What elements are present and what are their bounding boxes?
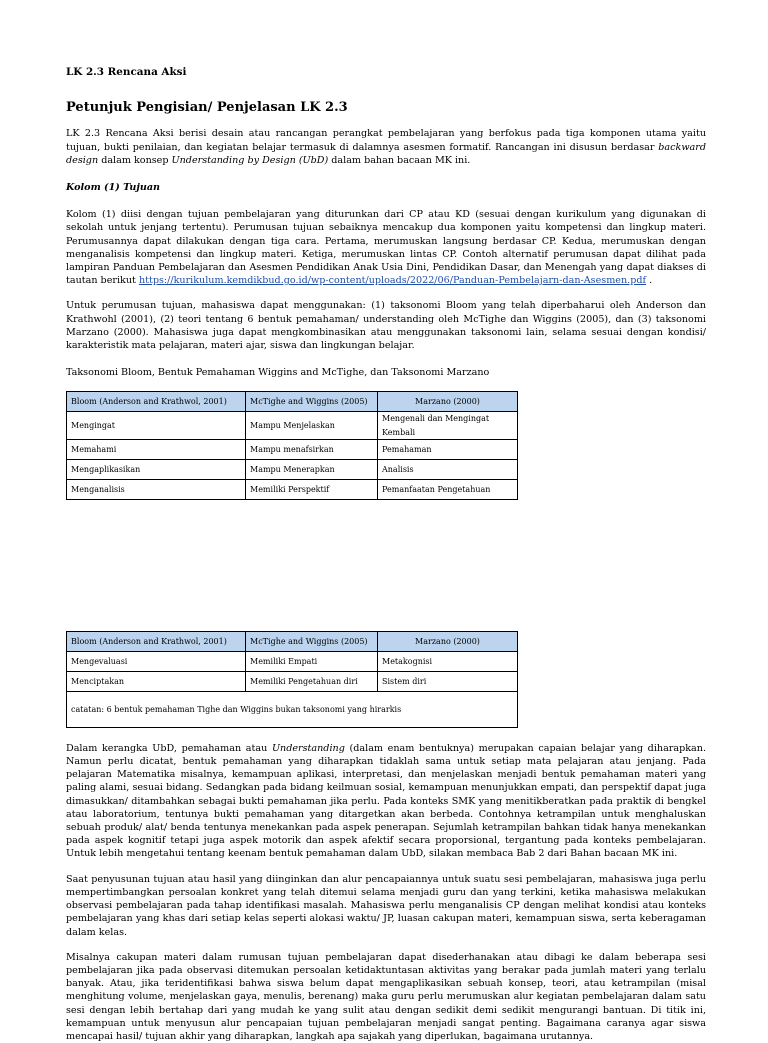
table-note: catatan: 6 bentuk pemahaman Tighe dan Wiggins bukan taksonomi yang hirarkis <box>67 691 518 727</box>
header-mctighe: McTighe and Wiggins (2005) <box>246 392 378 412</box>
table-cell: Memiliki Empati <box>246 651 378 671</box>
table-cell: Analisis <box>378 459 518 479</box>
header-marzano: Marzano (2000) <box>378 392 518 412</box>
kolom-paragraph: Kolom (1) diisi dengan tujuan pembelajaran yang diturunkan dari CP atau KD (sesuai dengan kurikulum yang digunakan di sekolah untuk jenjang tertentu). Perumusan tujuan sebaiknya mencakup dua komponen yaitu kompetensi dan lingkup materi. Perumusannya dapat dilakukan dengan tiga cara. Pertama, merumuskan langsung berdasar CP. Kedua, merumuskan dengan menganalisis kompetensi dan lingkup materi. Ketiga, merumuskan lintas CP. Contoh alternatif perumusan dapat dilihat pada lampiran Panduan Pembelajaran dan Asesmen Pendidikan Anak Usia Dini, Pendidikan Dasar, dan Menengah yang dapat diakses di tautan berikut https://kurikulum.kemdikbud.go.id/wp-content/uploads/2022/06/Panduan-Pembelajarn-dan-Asesmen.pdf . <box>66 209 706 287</box>
observasi-paragraph: Saat penyusunan tujuan atau hasil yang diinginkan dan alur pencapaiannya untuk suatu sesi pembelajaran, mahasiswa juga perlu mempertimbangkan persoalan konkret yang telah ditemui selama menjadi guru dan yang terkini, ketika mahasiswa melakukan observasi pembelajaran pada tahap identifikasi masalah. Mahasiswa perlu menganalisis CP dengan melihat kondisi atau konteks pembelajaran yang khas dari setiap kelas seperti alokasi waktu/ JP, luasan cakupan materi, kemampuan siswa, serta keberagaman dalam kelas. <box>66 873 706 938</box>
kolom-title: Kolom (1) Tujuan <box>66 182 161 194</box>
table-row <box>67 671 518 691</box>
section-title: Petunjuk Pengisian/ Penjelasan LK 2.3 <box>66 100 348 116</box>
panduan-link[interactable]: https://kurikulum.kemdikbud.go.id/wp-content/uploads/2022/06/Panduan-Pembelajarn-dan-Asesmen.pdf <box>138 275 647 287</box>
table-cell: Mengingat <box>67 412 246 439</box>
taxonomy-table-2 <box>66 631 518 728</box>
table-row <box>67 412 518 439</box>
table-cell: Menganalisis <box>67 479 246 499</box>
ubd-paragraph: Dalam kerangka UbD, pemahaman atau Understanding (dalam enam bentuknya) merupakan capaian belajar yang diharapkan. Namun perlu dicatat, bentuk pemahaman yang diharapkan tidaklah sama untuk setiap mata pelajaran atau jenjang. Pada pelajaran Matematika misalnya, kemampuan aplikasi, interpretasi, dan menjelaskan menjadi bentuk pemahaman materi yang paling alami, sesuai bidang. Sedangkan pada bidang keilmuan sosial, kemampuan menunjukkan empati, dan perspektif dapat juga dimasukkan/ ditambahkan sebagai bukti pemahaman jika perlu. Pada konteks SMK yang menitikberatkan pada praktik di bengkel atau laboratorium, tentunya bukti pemahaman yang ditargetkan akan berbeda. Contohnya ketrampilan untuk menghaluskan sebuah produk/ alat/ benda tentunya menekankan pada aspek penerapan. Sejumlah ketrampilan bahkan tidak hanya menekankan pada aspek kognitif tetapi juga aspek motorik dan aspek afektif secara proporsional, tergantung pada konteks pembelajaran. Untuk lebih mengetahui tentang keenam bentuk pemahaman dalam UbD, silakan membaca Bab 2 dari Bahan bacaan MK ini. <box>66 742 706 860</box>
taxonomy-table-1 <box>66 391 518 499</box>
table-header-row <box>67 631 518 651</box>
cakupan-paragraph: Misalnya cakupan materi dalam rumusan tujuan pembelajaran dapat disederhanakan atau dibagi ke dalam beberapa sesi pembelajaran jika pada observasi ditemukan persoalan ketidaktuntasan aktivitas yang berakar pada jumlah materi yang terlalu banyak. Atau, jika teridentifikasi bahwa siswa belum dapat mengaplikasikan sebuah konsep, teori, atau ketrampilan (misal menghitung volume, menjelaskan gaya, menulis, berenang) maka guru perlu merumuskan alur kegiatan pembelajaran dalam satu sesi dengan lebih bertahap dari yang mudah ke yang sulit atau dengan sedikit demi sedikit mengurangi bantuan. Di titik ini, kemampuan untuk menyusun alur pencapaian tujuan pembelajaran menjadi sangat penting. Bagaimana caranya agar siswa mencapai hasil/ tujuan akhir yang diharapkan, langkah apa sajakah yang diperlukan, bagaimana urutannya. <box>66 951 706 1042</box>
table-caption: Taksonomi Bloom, Bentuk Pemahaman Wiggins and McTighe, dan Taksonomi Marzano <box>66 367 490 379</box>
table-cell: Mengevaluasi <box>67 651 246 671</box>
document-label: LK 2.3 Rencana Aksi <box>66 66 187 78</box>
table-cell: Mampu Menjelaskan <box>246 412 378 439</box>
table-cell: Sistem diri <box>378 671 518 691</box>
table-header-row <box>67 392 518 412</box>
intro-paragraph: LK 2.3 Rencana Aksi berisi desain atau rancangan perangkat pembelajaran yang berfokus pada tiga komponen utama yaitu tujuan, bukti penilaian, dan kegiatan belajar termasuk di dalamnya asesmen formatif. Rancangan ini disusun berdasar backward design dalam konsep Understanding by Design (UbD) dalam bahan bacaan MK ini. <box>66 128 706 166</box>
table-cell: Memahami <box>67 439 246 459</box>
table-cell: Pemahaman <box>378 439 518 459</box>
table-row <box>67 439 518 459</box>
table-row <box>67 479 518 499</box>
table-cell: Mengaplikasikan <box>67 459 246 479</box>
header-marzano: Marzano (2000) <box>378 631 518 651</box>
table-cell: Pemanfaatan Pengetahuan <box>378 479 518 499</box>
header-bloom: Bloom (Anderson and Krathwol, 2001) <box>67 631 246 651</box>
header-bloom: Bloom (Anderson and Krathwol, 2001) <box>67 392 246 412</box>
table-cell: Mampu Menerapkan <box>246 459 378 479</box>
taxonomy-paragraph: Untuk perumusan tujuan, mahasiswa dapat menggunakan: (1) taksonomi Bloom yang telah diperbaharui oleh Anderson dan Krathwohl (2001), (2) teori tentang 6 bentuk pemahaman/ understanding oleh McTighe dan Wiggins (2005), dan (3) taksonomi Marzano (2000). Mahasiswa juga dapat mengkombinasikan atau menggunakan taksonomi lain, selama sesuai dengan kondisi/ karakteristik mata pelajaran, materi ajar, siswa dan lingkungan belajar. <box>66 300 706 352</box>
table-cell: Metakognisi <box>378 651 518 671</box>
table-cell: Memiliki Perspektif <box>246 479 378 499</box>
table-cell: Mengenali dan Mengingat Kembali <box>378 412 518 439</box>
table-cell: Mampu menafsirkan <box>246 439 378 459</box>
table-note-row <box>67 691 518 727</box>
table-cell: Memiliki Pengetahuan diri <box>246 671 378 691</box>
table-cell: Menciptakan <box>67 671 246 691</box>
header-mctighe: McTighe and Wiggins (2005) <box>246 631 378 651</box>
table-row <box>67 459 518 479</box>
table-row <box>67 651 518 671</box>
